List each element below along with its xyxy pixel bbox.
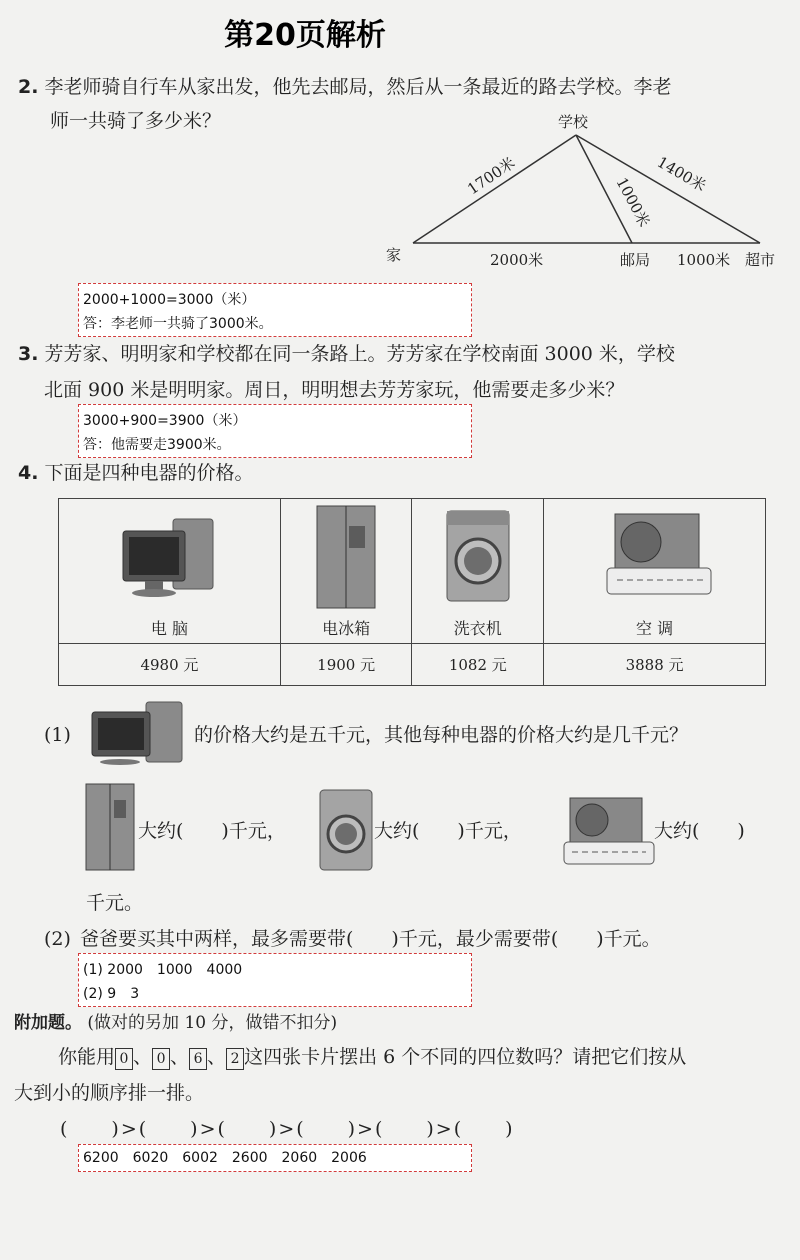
aircon-icon	[556, 796, 656, 866]
q2-diagram	[380, 105, 800, 275]
dist-post-school: 1000米	[612, 174, 654, 230]
appliance-cell	[59, 499, 281, 644]
computer-icon	[109, 509, 229, 609]
q4-answer-line2: (2) 9 3	[83, 986, 140, 1002]
q2-answer-line2: 答：李老师一共骑了3000米。	[83, 316, 273, 332]
fridge-icon	[311, 502, 381, 612]
bonus-line2: 大到小的顺序排一排。	[14, 1082, 205, 1104]
appliance-price: 1082 元	[412, 644, 544, 686]
fridge-blank: 大约( )千元，	[138, 820, 286, 842]
digit-card: 2	[226, 1048, 244, 1070]
bonus-line1-post: 这四张卡片摆出 6 个不同的四位数吗？请把它们按从	[244, 1046, 687, 1068]
bonus-heading-row	[14, 1006, 337, 1040]
q3-answer-line2: 答：他需要走3900米。	[83, 437, 231, 453]
digit-card: 6	[189, 1048, 207, 1070]
appliance-name: 电冰箱	[322, 619, 371, 638]
q2-line1: 李老师骑自行车从家出发，他先去邮局，然后从一条最近的路去学校。李老	[44, 76, 672, 98]
home-label: 家	[386, 246, 402, 264]
appliance-name: 洗衣机	[453, 619, 502, 638]
digit-card: 0	[115, 1048, 133, 1070]
q2-line2: 师一共骑了多少米？	[50, 110, 222, 132]
q4-text	[18, 456, 254, 490]
bonus-blanks: ( )>( )>( )>( )>( )>( )	[60, 1118, 515, 1140]
fridge-icon	[84, 782, 138, 872]
q2-answer-line1: 2000+1000=3000（米）	[83, 292, 256, 308]
dist-home-post: 2000米	[490, 251, 544, 269]
q3-line2: 北面 900 米是明明家。周日，明明想去芳芳家玩，他需要走多少米？	[44, 379, 625, 401]
dist-home-school: 1700米	[464, 153, 519, 199]
q4-number: 4.	[18, 462, 39, 484]
post-label: 邮局	[620, 251, 651, 269]
bonus-line1-pre: 你能用	[58, 1046, 116, 1068]
q4-p1-question: 的价格大约是五千元，其他每种电器的价格大约是几千元？	[194, 724, 689, 746]
q4-answer-box	[78, 953, 472, 1007]
appliance-name: 空 调	[636, 619, 674, 638]
aircon-icon	[595, 510, 715, 600]
bonus-note: (做对的另加 10 分，做错不扣分)	[87, 1013, 338, 1033]
aircon-blank: 大约( )	[654, 820, 745, 842]
washer-icon	[318, 788, 374, 872]
q3-text	[18, 337, 798, 371]
bonus-answer: 6200 6020 6002 2600 2060 2006	[83, 1150, 367, 1166]
school-label: 学校	[558, 113, 589, 131]
q2-text	[18, 70, 798, 104]
washer-icon	[443, 507, 513, 603]
q2-answer-box	[78, 283, 472, 337]
appliance-cell	[412, 499, 544, 644]
appliance-cell	[544, 499, 766, 644]
q3-number: 3.	[18, 343, 39, 365]
q3-answer-line1: 3000+900=3900（米）	[83, 413, 247, 429]
appliance-table	[58, 498, 766, 686]
q4-intro: 下面是四种电器的价格。	[44, 462, 254, 484]
computer-icon	[86, 700, 192, 768]
appliance-price: 4980 元	[59, 644, 281, 686]
appliance-name: 电 脑	[150, 619, 188, 638]
q4-p2-label: (2)	[44, 928, 71, 950]
appliance-price: 3888 元	[544, 644, 766, 686]
bonus-answer-box	[78, 1144, 472, 1172]
market-label: 超市	[745, 251, 776, 269]
dist-market-school: 1400米	[654, 152, 710, 196]
q4-p2-question: 爸爸要买其中两样，最多需要带( )千元，最少需要带( )千元。	[80, 928, 661, 950]
appliance-price: 1900 元	[280, 644, 412, 686]
q3-line1: 芳芳家、明明家和学校都在同一条路上。芳芳家在学校南面 3000 米，学校	[44, 343, 675, 365]
bonus-heading: 附加题。	[14, 1013, 82, 1033]
appliance-cell	[280, 499, 412, 644]
q4-p1-label: (1)	[44, 724, 71, 746]
q2-number: 2.	[18, 76, 39, 98]
dist-post-market: 1000米	[677, 251, 731, 269]
q4-p1-unit: 千元。	[86, 892, 144, 914]
page-title: 第20页解析	[224, 18, 386, 53]
bonus-line1: 你能用 0 、 0 、 6 、 2 这四张卡片摆出 6 个不同的四位数吗？请把它们按从	[58, 1046, 687, 1068]
digit-card: 0	[152, 1048, 170, 1070]
washer-blank: 大约( )千元，	[374, 820, 522, 842]
q4-answer-line1: (1) 2000 1000 4000	[83, 962, 243, 978]
q3-answer-box	[78, 404, 472, 458]
